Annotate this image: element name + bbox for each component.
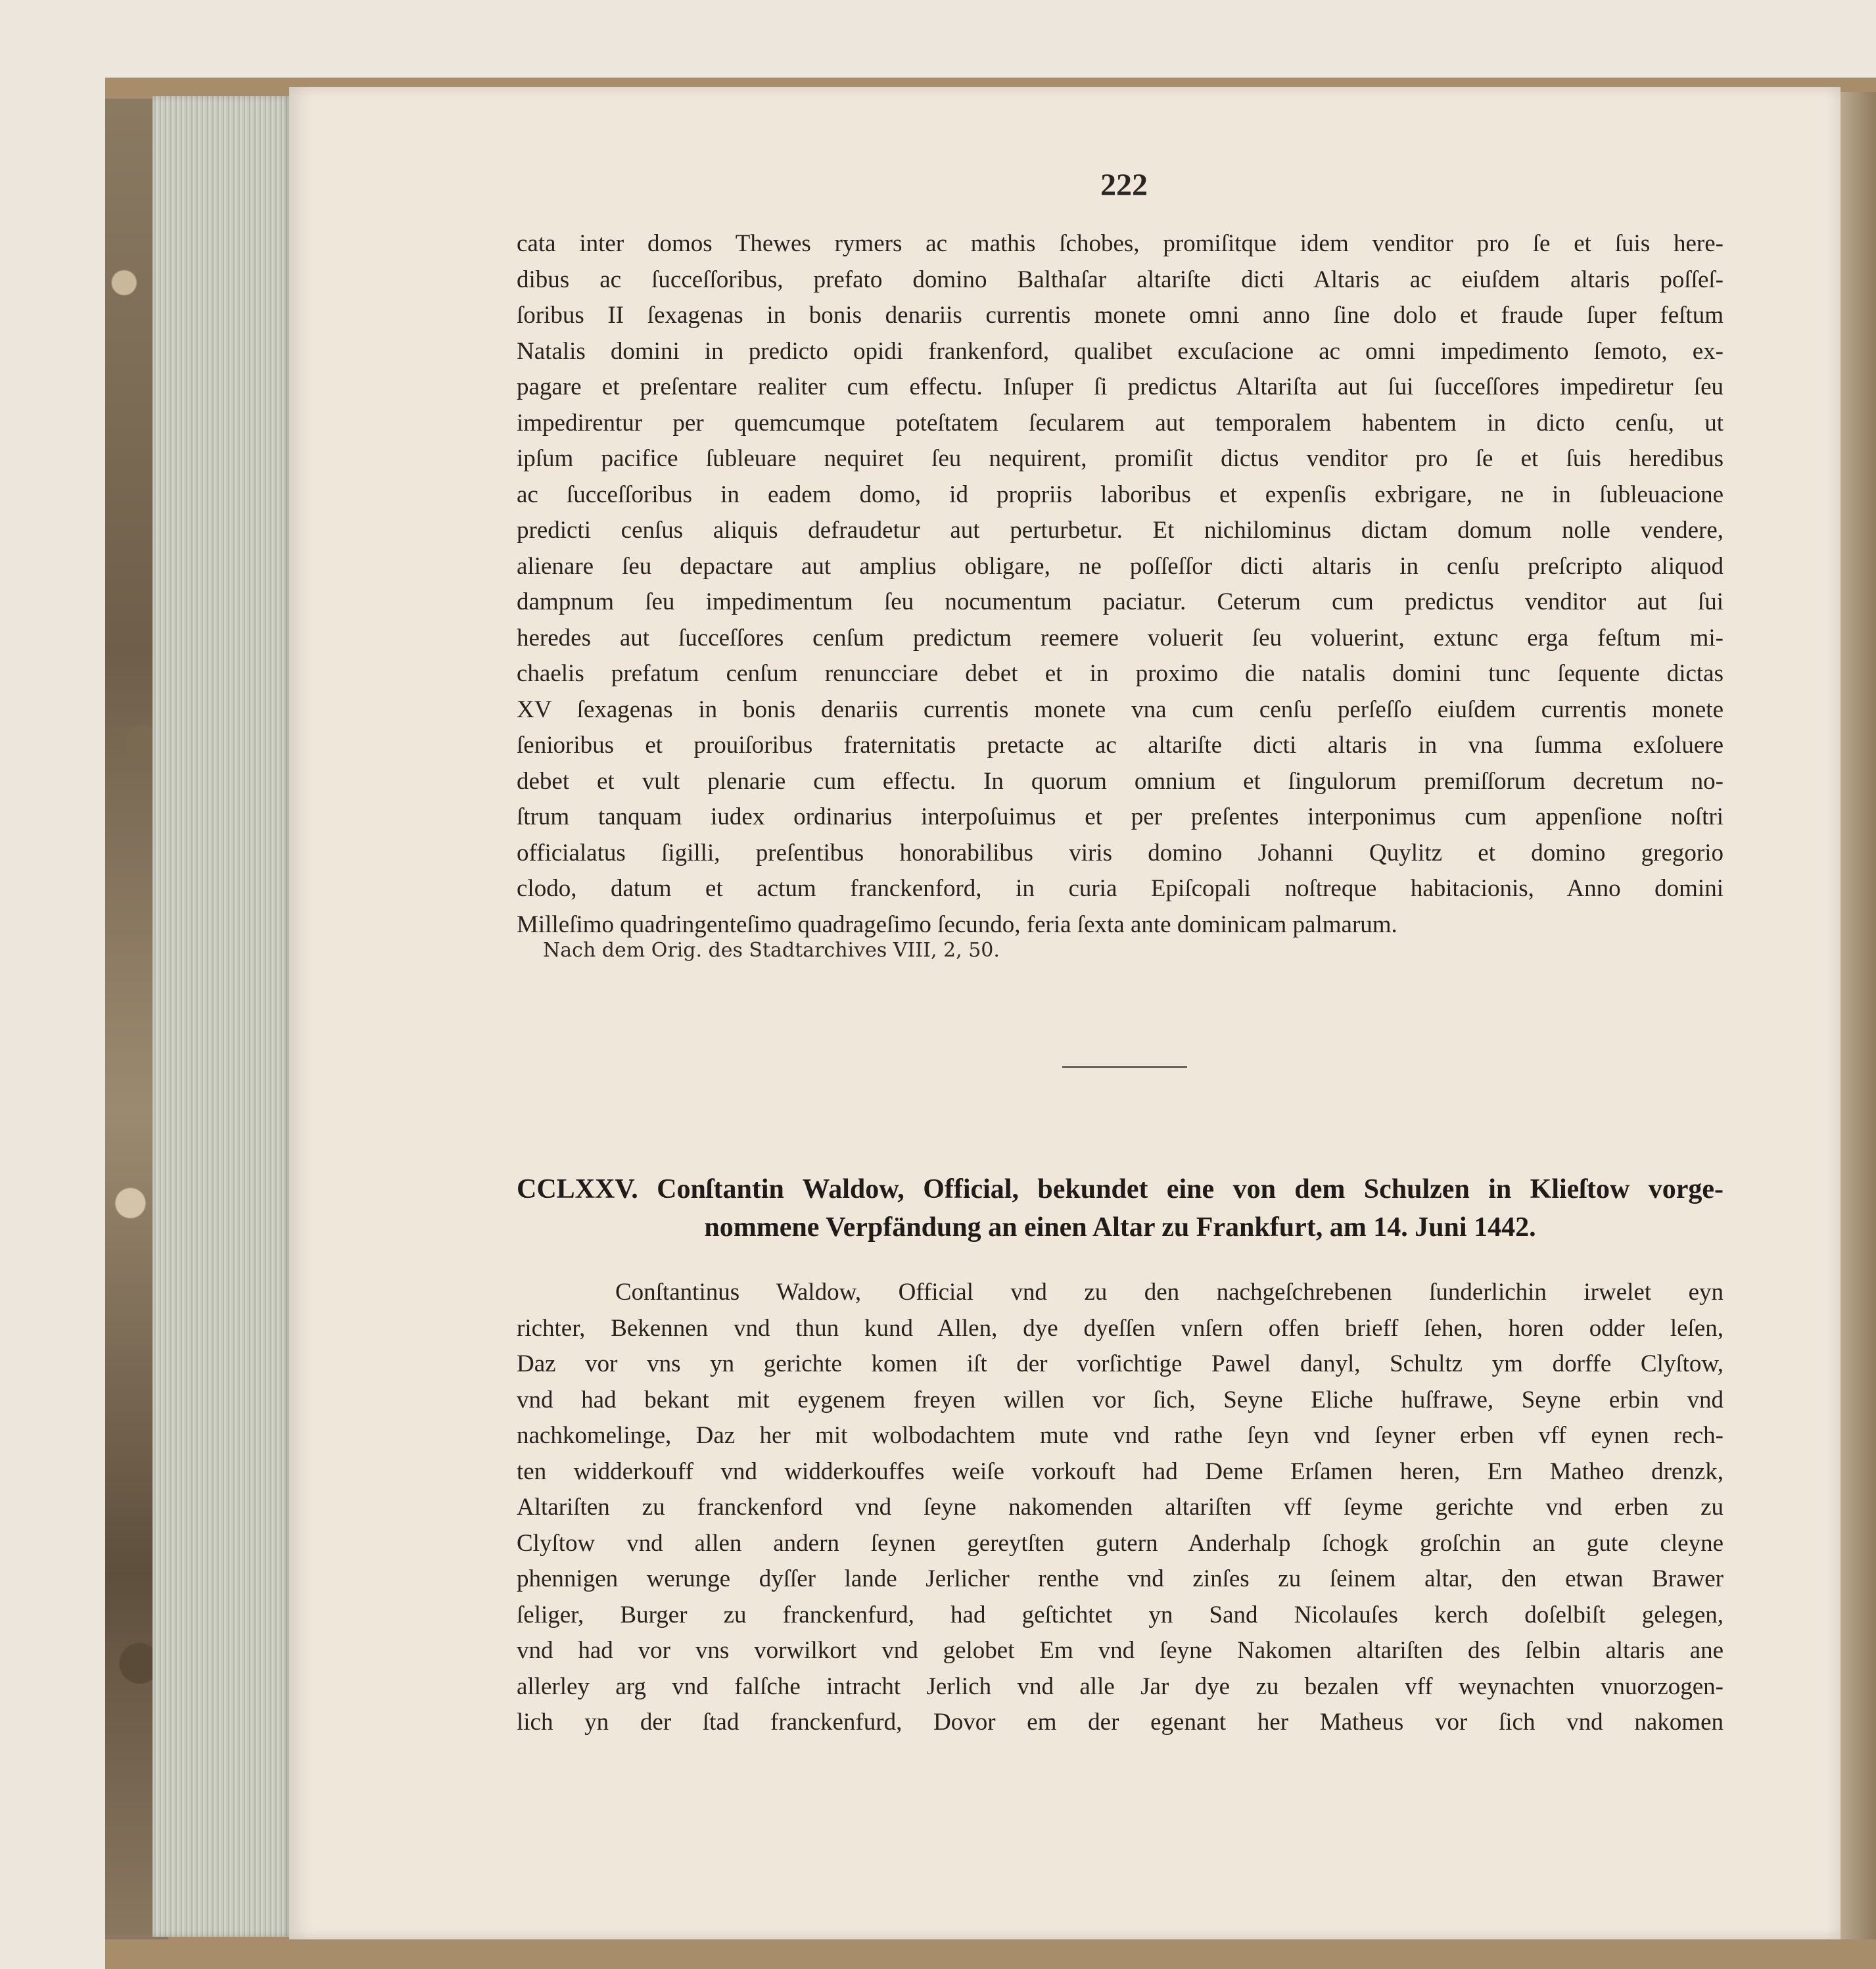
text-line: Clyſtow vnd allen andern ſeynen gereytſten gutern Anderhalp ſchogk groſchin an gute cleyne xyxy=(517,1529,1724,1557)
heading-line: CCLXXV. Conſtantin Waldow, Official, bekundet eine von dem Schulzen in Klieſtow vorge- xyxy=(517,1174,1724,1204)
text-line: richter, Bekennen vnd thun kund Allen, dye dyeſſen vnſern offen brieff ſehen, horen odder leſen, xyxy=(517,1314,1724,1342)
text-line: alienare ſeu depactare aut amplius obligare, ne poſſeſſor dicti altaris in cenſu preſcripto aliquod xyxy=(517,552,1724,580)
text-line: Daz vor vns yn gerichte komen iſt der vorſichtige Pawel danyl, Schultz ym dorffe Clyſtow, xyxy=(517,1350,1724,1377)
text-line: cata inter domos Thewes rymers ac mathis ſchobes, promiſitque idem venditor pro ſe et ſuis here- xyxy=(517,230,1724,257)
page-edges xyxy=(152,96,291,1937)
text-line: debet et vult plenarie cum effectu. In quorum omnium et ſingulorum premiſſorum decretum no- xyxy=(517,767,1724,795)
source-note: Nach dem Orig. des Stadtarchives VIII, 2, 50. xyxy=(543,939,1000,962)
text-line: ſoribus II ſexagenas in bonis denariis currentis monete omni anno ſine dolo et fraude ſuper feſtum xyxy=(517,302,1724,329)
text-line: ſenioribus et prouiſoribus fraternitatis pretacte ac altariſte dicti altaris in vna ſumma exſoluere xyxy=(517,732,1724,759)
text-line: vnd had vor vns vorwilkort vnd gelobet Em vnd ſeyne Nakomen altariſten des ſelbin altaris ane xyxy=(517,1637,1724,1664)
text-line: Conſtantinus Waldow, Official vnd zu den nachgeſchrebenen ſunderlichin irwelet eyn xyxy=(615,1279,1724,1306)
text-line: ſeliger, Burger zu franckenfurd, had geſtichtet yn Sand Nicolauſes kerch doſelbiſt gelegen, xyxy=(517,1601,1724,1628)
text-line: chaelis prefatum cenſum renuncciare debet et in proximo die natalis domini tunc ſequente dictas xyxy=(517,660,1724,687)
text-line: phennigen werunge dyſſer lande Jerlicher renthe vnd zinſes zu ſeinem altar, den etwan Brawer xyxy=(517,1565,1724,1592)
text-line: predicti cenſus aliquis defraudetur aut perturbetur. Et nichilominus dictam domum nolle vendere, xyxy=(517,517,1724,544)
text-line: allerley arg vnd falſche intracht Jerlich vnd alle Jar dye zu bezalen vff weynachten vnuorzogen- xyxy=(517,1672,1724,1700)
text-line: ipſum pacifice ſubleuare nequiret ſeu nequirent, promiſit dictus venditor pro ſe et ſuis heredibus xyxy=(517,445,1724,472)
document-heading xyxy=(517,1170,1724,1246)
heading-line: nommene Verpfändung an einen Altar zu Frankfurt, am 14. Juni 1442. xyxy=(704,1212,1536,1243)
text-line: lich yn der ſtad franckenfurd, Dovor em der egenant her Matheus vor ſich vnd nakomen xyxy=(517,1709,1724,1736)
text-line: Natalis domini in predicto opidi frankenford, qualibet excuſacione ac omni impedimento ſemoto, ex- xyxy=(517,337,1724,365)
text-line: ac ſucceſſoribus in eadem domo, id propriis laboribus et expenſis exbrigare, ne in ſubleuacione xyxy=(517,481,1724,508)
text-line: officialatus ſigilli, preſentibus honorabilibus viris domino Johanni Quylitz et domino gregorio xyxy=(517,839,1724,866)
text-line: Milleſimo quadringenteſimo quadrageſimo ſecundo, feria ſexta ante dominicam palmarum. xyxy=(517,911,1397,938)
text-line: clodo, datum et actum franckenford, in curia Epiſcopali noſtreque habitacionis, Anno domini xyxy=(517,875,1724,902)
facing-page-edge xyxy=(1841,92,1876,1939)
page-number: 222 xyxy=(1100,168,1148,202)
document-body xyxy=(517,1275,1724,1741)
text-line: impedirentur per quemcumque poteſtatem ſecularem aut temporalem habentem in dicto cenſu, ut xyxy=(517,409,1724,437)
text-line: pagare et preſentare realiter cum effectu. Inſuper ſi predictus Altariſta aut ſui ſucceſſores impediretur ſeu xyxy=(517,373,1724,400)
text-line: Altariſten zu franckenford vnd ſeyne nakomenden altariſten vff ſeyme gerichte vnd erben zu xyxy=(517,1494,1724,1521)
text-line: ten widderkouff vnd widderkouffes weiſe vorkouft had Deme Erſamen heren, Ern Matheo drenzk, xyxy=(517,1458,1724,1485)
text-line: ſtrum tanquam iudex ordinarius interpoſuimus et per preſentes interponimus cum appenſione noſtri xyxy=(517,803,1724,830)
text-line: nachkomelinge, Daz her mit wolbodachtem mute vnd rathe ſeyn vnd ſeyner erben vff eynen rech- xyxy=(517,1422,1724,1449)
section-divider xyxy=(1062,1066,1187,1068)
text-line: XV ſexagenas in bonis denariis currentis monete vna cum cenſu perſeſſo eiuſdem currentis monete xyxy=(517,696,1724,723)
paragraph-continued xyxy=(517,226,1724,943)
text-line: vnd had bekant mit eygenem freyen willen vor ſich, Seyne Eliche huſfrawe, Seyne erbin vnd xyxy=(517,1386,1724,1413)
text-line: heredes aut ſucceſſores cenſum predictum reemere voluerit ſeu voluerint, extunc erga feſtum mi- xyxy=(517,624,1724,652)
text-line: dampnum ſeu impedimentum ſeu nocumentum paciatur. Ceterum cum predictus venditor aut ſui xyxy=(517,588,1724,615)
text-line: dibus ac ſucceſſoribus, prefato domino Balthaſar altariſte dicti Altaris ac eiuſdem altaris poſſeſ- xyxy=(517,266,1724,293)
